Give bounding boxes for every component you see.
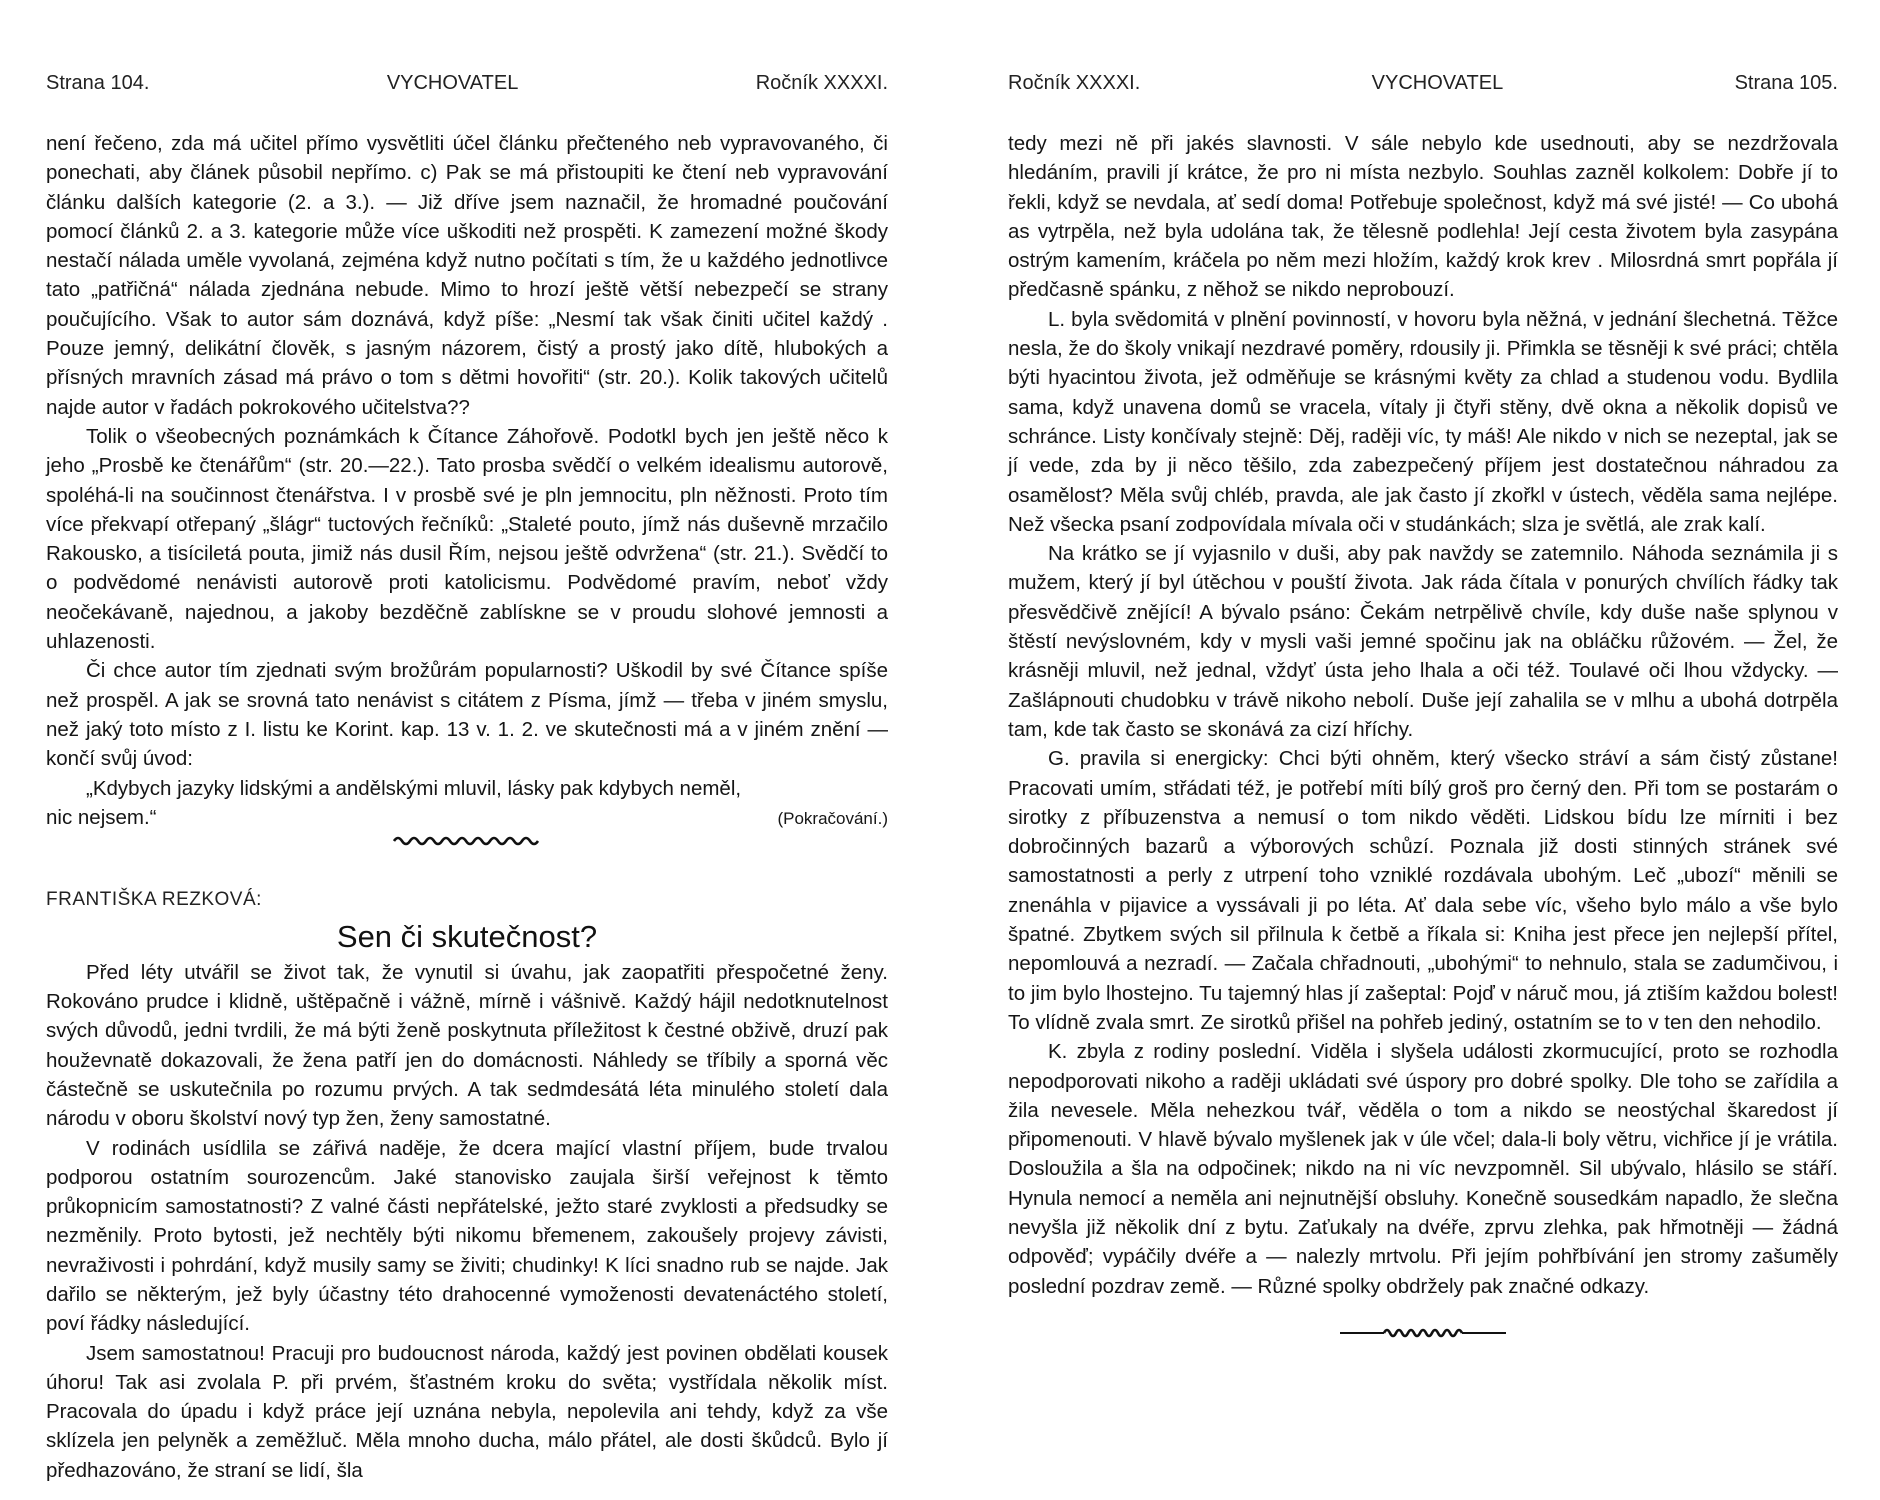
quote-end: nic nejsem.“ [46, 805, 157, 829]
paragraph: Tolik o všeobecných poznámkách k Čítance Záhořově. Podotkl bych jen ještě něco k jeho „Prosbě ke čtenářům“ (str. 20.—22.). Tato prosba svědčí o velkém idealismu autorově, spoléhá-li na součinnost čtenářstva. I v prosbě své je pln jemnocitu, pln něžnosti. Proto tím více překvapí otřepaný „šlágr“ tuctových řečníků: „Staleté pouto, jímž nás duševně mrzačilo Rakousko, a tisíciletá pouta, jimiž nás dusil Řím, nejsou ještě odvržena“ (str. 21.). Svědčí to o podvědomé nenávisti autorově proti katolicismu. Podvědomé pravím, neboť vždy neočekávaně, najednou, a jakoby bezděčně zablískne se v proudu slohové jemnosti a uhlazenosti. [46, 424, 888, 654]
journal-title: VYCHOVATEL [1371, 72, 1504, 94]
scripture-quote [46, 774, 888, 854]
paragraph: Před léty utvářil se život tak, že vynutil si úvahu, jak zaopatřiti přespočetné ženy. Rokováno prudce i klidně, uštěpačně i vážně, mírně i vášnivě. Každý hájil nedotknutelnost svých důvodů, jedni tvrdili, že má býti ženě poskytnuta příležitost k čestné obživě, druzí pak houževnatě dokazovali, že žena patří jen do domácnosti. Náhledy se tříbily a sporná věc částečně se uskutečnila po rozumu prvých. A tak sedmdesátá léta minulého století dala národu v oboru školství nový typ žen, ženy samostatné. [46, 960, 888, 1131]
end-ornament [1008, 1319, 1838, 1348]
paragraph: Či chce autor tím zjednati svým brožůrám popularnosti? Uškodil by své Čítance spíše než prospěl. A jak se srovná tato nenávist s citátem z Písma, jímž — třeba v jiném smyslu, než jaký toto místo z I. listu ke Korint. kap. 13 v. 1. 2. ve skutečnosti má a v jiném znění — končí svůj úvod: [46, 659, 888, 771]
quote-end-row [46, 803, 888, 833]
right-column-text [1008, 129, 1838, 1348]
page-number: Strana 104. [46, 72, 150, 94]
running-head-right [1008, 72, 1838, 95]
quote-line: „Kdybych jazyky lidskými a andělskými mluvil, lásky pak kdybych neměl, [86, 776, 742, 800]
continued-note: (Pokračování.) [777, 808, 888, 828]
article-title: Sen či skutečnost? [336, 919, 598, 955]
left-column-text [46, 129, 888, 1485]
divider-ornament [46, 835, 888, 853]
paragraph: K. zbyla z rodiny poslední. Viděla i slyšela události zkormucující, proto se rozhodla nepodporovati nikoho a raději ukládati své úspory pro dobré spolky. Dle toho se zařídila a žila nevesele. Měla nehezkou tvář, věděla o tom a nikdo se neostýchal škaredost jí připomenouti. V hlavě bývalo myšlenek jak v úle včel; dala-li boly větru, vichřice jí je vrátila. Dosloužila a šla na odpočinek; nikdo na ni víc nevzpomněl. Sil ubývalo, hlásilo se stáří. Hynula nemocí a neměla ani nejnutnější obsluhy. Konečně sousedkám napadlo, že slečna nevyšla již několik dní z bytu. Zaťukaly na dvéře, zprvu zlehka, pak hřmotněji — žádná odpověď; vypáčily dvéře a — nalezly mrtvolu. Při jejím pohřbívání jen stromy zašuměly poslední pozdrav země. — Různé spolky obdržely pak značné odkazy. [1008, 1040, 1838, 1298]
squiggle-divider-icon [392, 835, 542, 847]
article-byline: FRANTIŠKA REZKOVÁ: [46, 889, 262, 911]
volume-label: Ročník XXXXI. [1008, 72, 1141, 94]
volume-label: Ročník XXXXI. [755, 72, 888, 94]
running-head-left [46, 72, 888, 95]
paragraph: V rodinách usídlila se zářivá naděje, že dcera mající vlastní příjem, bude trvalou podporou ostatním sourozencům. Jaké stanovisko zaujala širší veřejnost k těmto průkopnicím samostatnosti? Z valné části nepřátelské, ježto staré zvyklosti a předsudky se nezměnily. Proto bytosti, jež nechtěly býti nikomu břemenem, zakoušely projevy závisti, nevraživosti i pohrdání, když musily samy se živiti; chudinky! K líci snadno rub se najde. Jak dařilo se některým, jež byly účastny této drahocenné vymoženosti devatenáctého století, poví řádky následující. [46, 1136, 888, 1336]
paragraph: L. byla svědomitá v plnění povinností, v hovoru byla něžná, v jednání šlechetná. Těžce nesla, že do školy vnikají nezdravé poměry, rdousily ji. Přimkla se těsněji k své práci; chtěla býti hyacintou života, jež odměňuje se krásnými květy za chlad a studenou vodu. Bydlila sama, když unavena domů se vracela, vítaly ji čtyři stěny, dvě okna a několik dopisů ve schránce. Listy končívaly stejně: Děj, raději víc, ty máš! Ale nikdo v nich se nezeptal, jak se jí vede, zda by ji něco těšilo, zda zabezpečený příjem jest dostatečnou náhradou za osamělost? Měla svůj chléb, pravda, ale jak často jí zkořkl v ústech, věděla sama nejlépe. Než všecka psaní zodpovídala mívala oči v studánkách; slza je světlá, ale zrak kalí. [1008, 307, 1838, 536]
journal-title: VYCHOVATEL [386, 72, 519, 94]
right-page [940, 0, 1880, 1500]
paragraph: Na krátko se jí vyjasnilo v duši, aby pak navždy se zatemnilo. Náhoda seznámila ji s mužem, který jí byl útěchou v pouští života. Jak ráda čítala v ponurých chvílích řádky tak přesvědčivě znějící! A bývalo psáno: Čekám netrpělivě chvíle, kdy duše naše splynou v štěstí nevýslovném, kdy v mysli vaši jemné spočinu jak na obláčku růžovém. — Žel, že krásněji mluvil, než jednal, vždyť ústa jeho lhala a oči též. Toulavé oči lhou vždycky. — Zašlápnouti chudobku v trávě nikoho nebolí. Duše její zahalila se v mlhu a ubohá dotrpěla tam, kde tak často se skonává za cizí hříchy. [1008, 542, 1838, 741]
page-number: Strana 105. [1734, 72, 1838, 94]
end-divider-icon [1338, 1326, 1508, 1340]
paragraph: tedy mezi ně při jakés slavnosti. V sále nebylo kde usednouti, aby se nezdržovala hledáním, pravili jí krátce, že pro ni místa nezbylo. Souhlas zazněl kolkolem: Dobře jí to řekli, když se nevdala, ať sedí doma! Potřebuje společnost, když má své jisté! — Co ubohá as vytrpěla, než byla udolána tak, že tělesně podlehla! Její cesta životem byla zasypána ostrým kamením, kráčela po něm mezi hložím, každý krok krev . Milosrdná smrt popřála jí předčasně spánku, z něhož se nikdo neprobouzí. [1008, 132, 1838, 302]
paragraph: Jsem samostatnou! Pracuji pro budoucnost národa, každý jest povinen obdělati kousek úhoru! Tak asi zvolala P. při prvém, šťastném kroku do světa; vystřídala několik míst. Pracovala do úpadu i když práce její uznána nebyla, nepolevila ani tehdy, když za vše sklízela jen pelyněk a zeměžluč. Měla mnoho ducha, málo přátel, ale dosti škůdců. Bylo jí předhazováno, že straní se lidí, šla [46, 1341, 888, 1482]
paragraph: G. pravila si energicky: Chci býti ohněm, který všecko stráví a sám čistý zůstane! Pracovati umím, střádati též, je potřebí míti bílý groš pro černý den. Při tom se postarám o sirotky z příbuzenstva a nemusí o tom nikdo věděti. Lidskou bídu lze mírniti i bez dobročinných bazarů a výborových schůzí. Poznala již dosti stinných stránek své samostatnosti a perly z utrpení toho vzniklé rozdávala ubohým. Leč „ubozí“ měnili se znenáhla v pijavice a vyssávali ji po léta. Ať dala sebe víc, všeho bylo málo a vše bylo špatné. Zbytkem svých sil přilnula k četbě a říkala si: Kniha jest přece jen nejlepší přítel, nepomlouvá a nezradí. — Začala chřadnouti, „ubohými“ to nehnulo, stala se zadumčivou, i to jim bylo lhostejno. Tu tajemný hlas jí zašeptal: Pojď v náruč mou, já ztiším každou bolest! To vlídně zvala smrt. Ze sirotků přišel na pohřeb jediný, ostatním se to v ten den nehodilo. [1008, 747, 1838, 1034]
paragraph: není řečeno, zda má učitel přímo vysvětliti účel článku přečteného neb vypravovaného, či ponechati, aby článek působil nepřímo. c) Pak se má přistoupiti ke čtení neb vypravování článku dalších kategorie (2. a 3.). — Již dříve jsem naznačil, že hromadné poučování pomocí článků 2. a 3. kategorie může více uškoditi než prospěti. K zamezení možné škody nestačí nálada uměle vyvolaná, zejména když nutno počítati s tím, že u každého jednotlivce tato „patřičná“ nálada zjednána nebude. Mimo to hrozí ještě větší nebezpečí se strany poučujícího. Však to autor sám doznává, když píše: „Nesmí tak však činiti učitel každý . Pouze jemný, delikátní člověk, s jasným názorem, čistý a prostý jako dítě, hlubokých a přísných mravních zásad má právo o tom s dětmi hovořiti“ (str. 20.). Kolik takových učitelů najde autor v řadách pokrokového učitelstva?? [46, 132, 888, 419]
